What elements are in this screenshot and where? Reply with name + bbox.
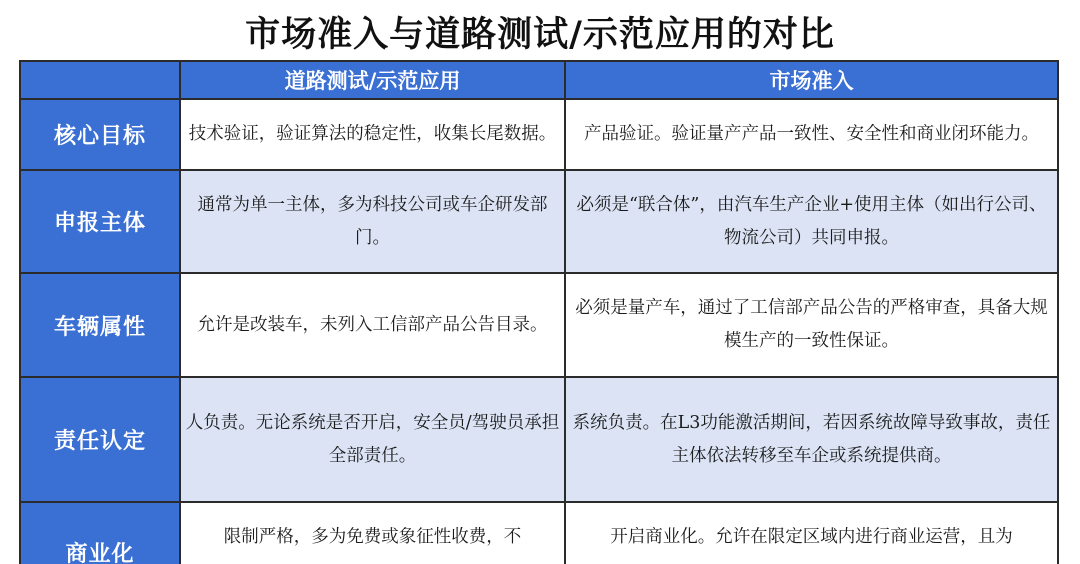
cell-road-test: 允许是改装车，未列入工信部产品公告目录。 [180,273,565,377]
cell-road-test: 技术验证，验证算法的稳定性，收集长尾数据。 [180,99,565,170]
page-title: 市场准入与道路测试/示范应用的对比 [245,15,835,55]
row-label-commercialization: 商业化 [20,502,180,564]
cell-market-access: 产品验证。验证量产产品一致性、安全性和商业闭环能力。 [565,99,1058,170]
cell-market-access: 必须是量产车，通过了工信部产品公告的严格审查，具备大规模生产的一致性保证。 [565,273,1058,377]
cell-road-test: 通常为单一主体，多为科技公司或车企研发部门。 [180,170,565,273]
cell-market-access: 必须是“联合体”，由汽车生产企业+使用主体（如出行公司、物流公司）共同申报。 [565,170,1058,273]
header-market-access: 市场准入 [565,61,1058,99]
cell-road-test: 限制严格，多为免费或象征性收费，不 [180,502,565,564]
cell-road-test: 人负责。无论系统是否开启，安全员/驾驶员承担全部责任。 [180,377,565,502]
table-header-row [20,61,1058,99]
header-corner-cell [20,61,180,99]
row-label-core-goal: 核心目标 [20,99,180,170]
row-label-vehicle-attribute: 车辆属性 [20,273,180,377]
row-label-liability: 责任认定 [20,377,180,502]
table-row [20,377,1058,502]
cell-market-access: 系统负责。在L3功能激活期间，若因系统故障导致事故，责任主体依法转移至车企或系统提供商。 [565,377,1058,502]
comparison-table [19,60,1059,564]
table-row [20,273,1058,377]
row-label-applicant: 申报主体 [20,170,180,273]
header-road-test: 道路测试/示范应用 [180,61,565,99]
table-row [20,99,1058,170]
cell-market-access: 开启商业化。允许在限定区域内进行商业运营，且为 [565,502,1058,564]
table-row [20,170,1058,273]
table-row [20,502,1058,564]
